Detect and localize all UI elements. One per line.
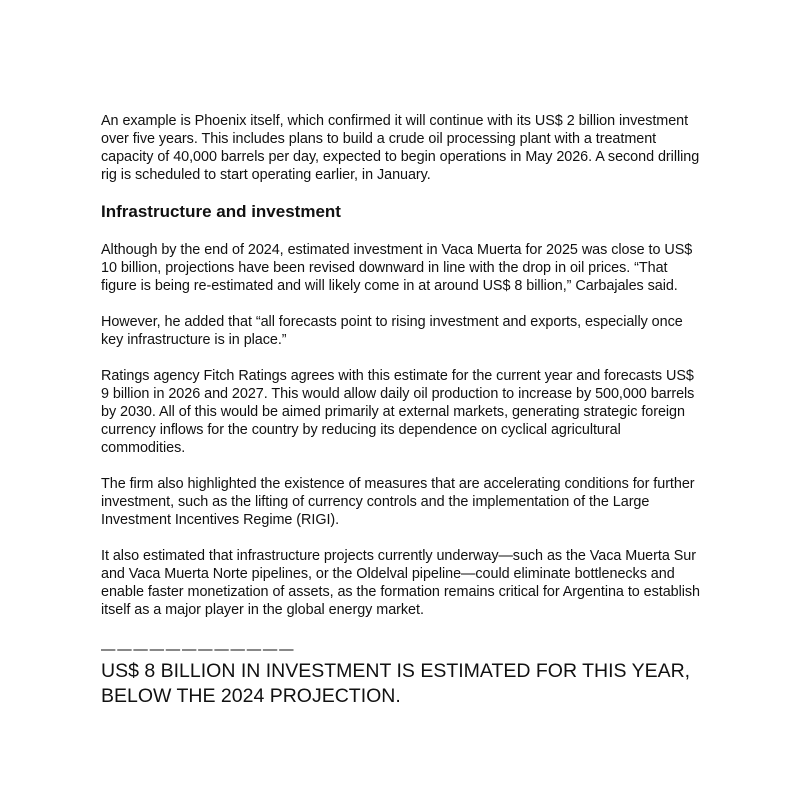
- pull-quote: US$ 8 BILLION IN INVESTMENT IS ESTIMATED FOR THIS YEAR, BELOW THE 2024 PROJECTION.: [101, 660, 691, 707]
- paragraph-infrastructure: It also estimated that infrastructure projects currently underway—such as the Vaca Muerta Sur and Vaca Muerta Norte pipelines, or the Oldelval pipeline—could eliminate bottlenecks and enable faster monetization of assets, as the formation remains critical for Argentina to establish itself as a major player in the global energy market.: [101, 548, 701, 618]
- intro-paragraph: An example is Phoenix itself, which confirmed it will continue with its US$ 2 billion investment over five years. This includes plans to build a crude oil processing plant with a treatment capacity of 40,000 barrels per day, expected to begin operations in May 2026. A second drilling rig is scheduled to start operating earlier, in January.: [101, 113, 700, 183]
- paragraph-investment-estimate: Although by the end of 2024, estimated investment in Vaca Muerta for 2025 was close to US$ 10 billion, projections have been revised downward in line with the drop in oil prices. “That figure is being re-estimated and will likely come in at around US$ 8 billion,” Carbajales said.: [101, 242, 693, 294]
- article-body: [101, 112, 705, 709]
- section-heading: Infrastructure and investment: [101, 202, 341, 221]
- paragraph-forecasts: However, he added that “all forecasts point to rising investment and exports, especially once key infrastructure is in place.”: [101, 314, 683, 348]
- paragraph-measures: The firm also highlighted the existence of measures that are accelerating conditions for further investment, such as the lifting of currency controls and the implementation of the Large Investment Incentives Regime (RIGI).: [101, 476, 695, 528]
- paragraph-fitch-ratings: Ratings agency Fitch Ratings agrees with this estimate for the current year and forecasts US$ 9 billion in 2026 and 2027. This would allow daily oil production to increase by 500,000 barrels by 2030. All of this would be aimed primarily at external markets, generating strategic foreign currency inflows for the country by reducing its dependence on cyclical agricultural commodities.: [101, 368, 695, 456]
- pull-quote-divider: ————————————: [101, 642, 296, 658]
